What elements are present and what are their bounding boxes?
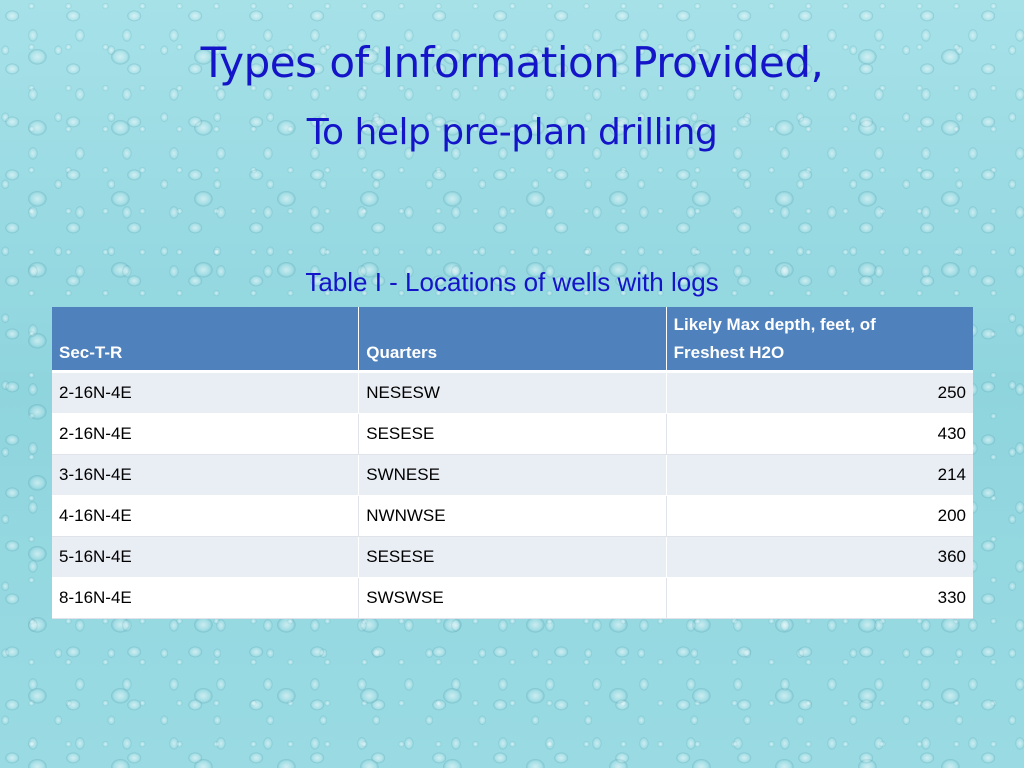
- cell-sec-t-r: 4-16N-4E: [52, 496, 359, 537]
- table-body: [52, 372, 973, 619]
- table-row: [52, 537, 973, 578]
- header-max-depth: [666, 307, 973, 372]
- cell-depth: 200: [666, 496, 973, 537]
- header-sec-t-r: Sec-T-R: [52, 307, 359, 372]
- cell-quarters: SWNESE: [359, 455, 666, 496]
- slide-title: Types of Information Provided,: [200, 38, 824, 87]
- table-header: [52, 307, 973, 372]
- cell-quarters: SWSWSE: [359, 578, 666, 619]
- table-row: [52, 372, 973, 414]
- cell-sec-t-r: 2-16N-4E: [52, 414, 359, 455]
- cell-quarters: NESESW: [359, 372, 666, 414]
- cell-sec-t-r: 5-16N-4E: [52, 537, 359, 578]
- header-max-depth-line1: Likely Max depth, feet, of: [673, 315, 876, 334]
- table-caption: Table I - Locations of wells with logs: [305, 267, 719, 297]
- table-row: [52, 455, 973, 496]
- cell-depth: 330: [666, 578, 973, 619]
- table-row: [52, 578, 973, 619]
- cell-sec-t-r: 2-16N-4E: [52, 372, 359, 414]
- header-max-depth-line2: Freshest H2O: [673, 343, 785, 362]
- wells-table: [52, 307, 973, 619]
- cell-quarters: SESESE: [359, 414, 666, 455]
- cell-depth: 250: [666, 372, 973, 414]
- header-quarters: Quarters: [359, 307, 666, 372]
- cell-depth: 360: [666, 537, 973, 578]
- slide-subtitle: To help pre-plan drilling: [306, 112, 718, 153]
- table-row: [52, 496, 973, 537]
- table-header-row: [52, 307, 973, 372]
- cell-depth: 430: [666, 414, 973, 455]
- cell-quarters: NWNWSE: [359, 496, 666, 537]
- cell-sec-t-r: 3-16N-4E: [52, 455, 359, 496]
- table-row: [52, 414, 973, 455]
- cell-quarters: SESESE: [359, 537, 666, 578]
- cell-depth: 214: [666, 455, 973, 496]
- cell-sec-t-r: 8-16N-4E: [52, 578, 359, 619]
